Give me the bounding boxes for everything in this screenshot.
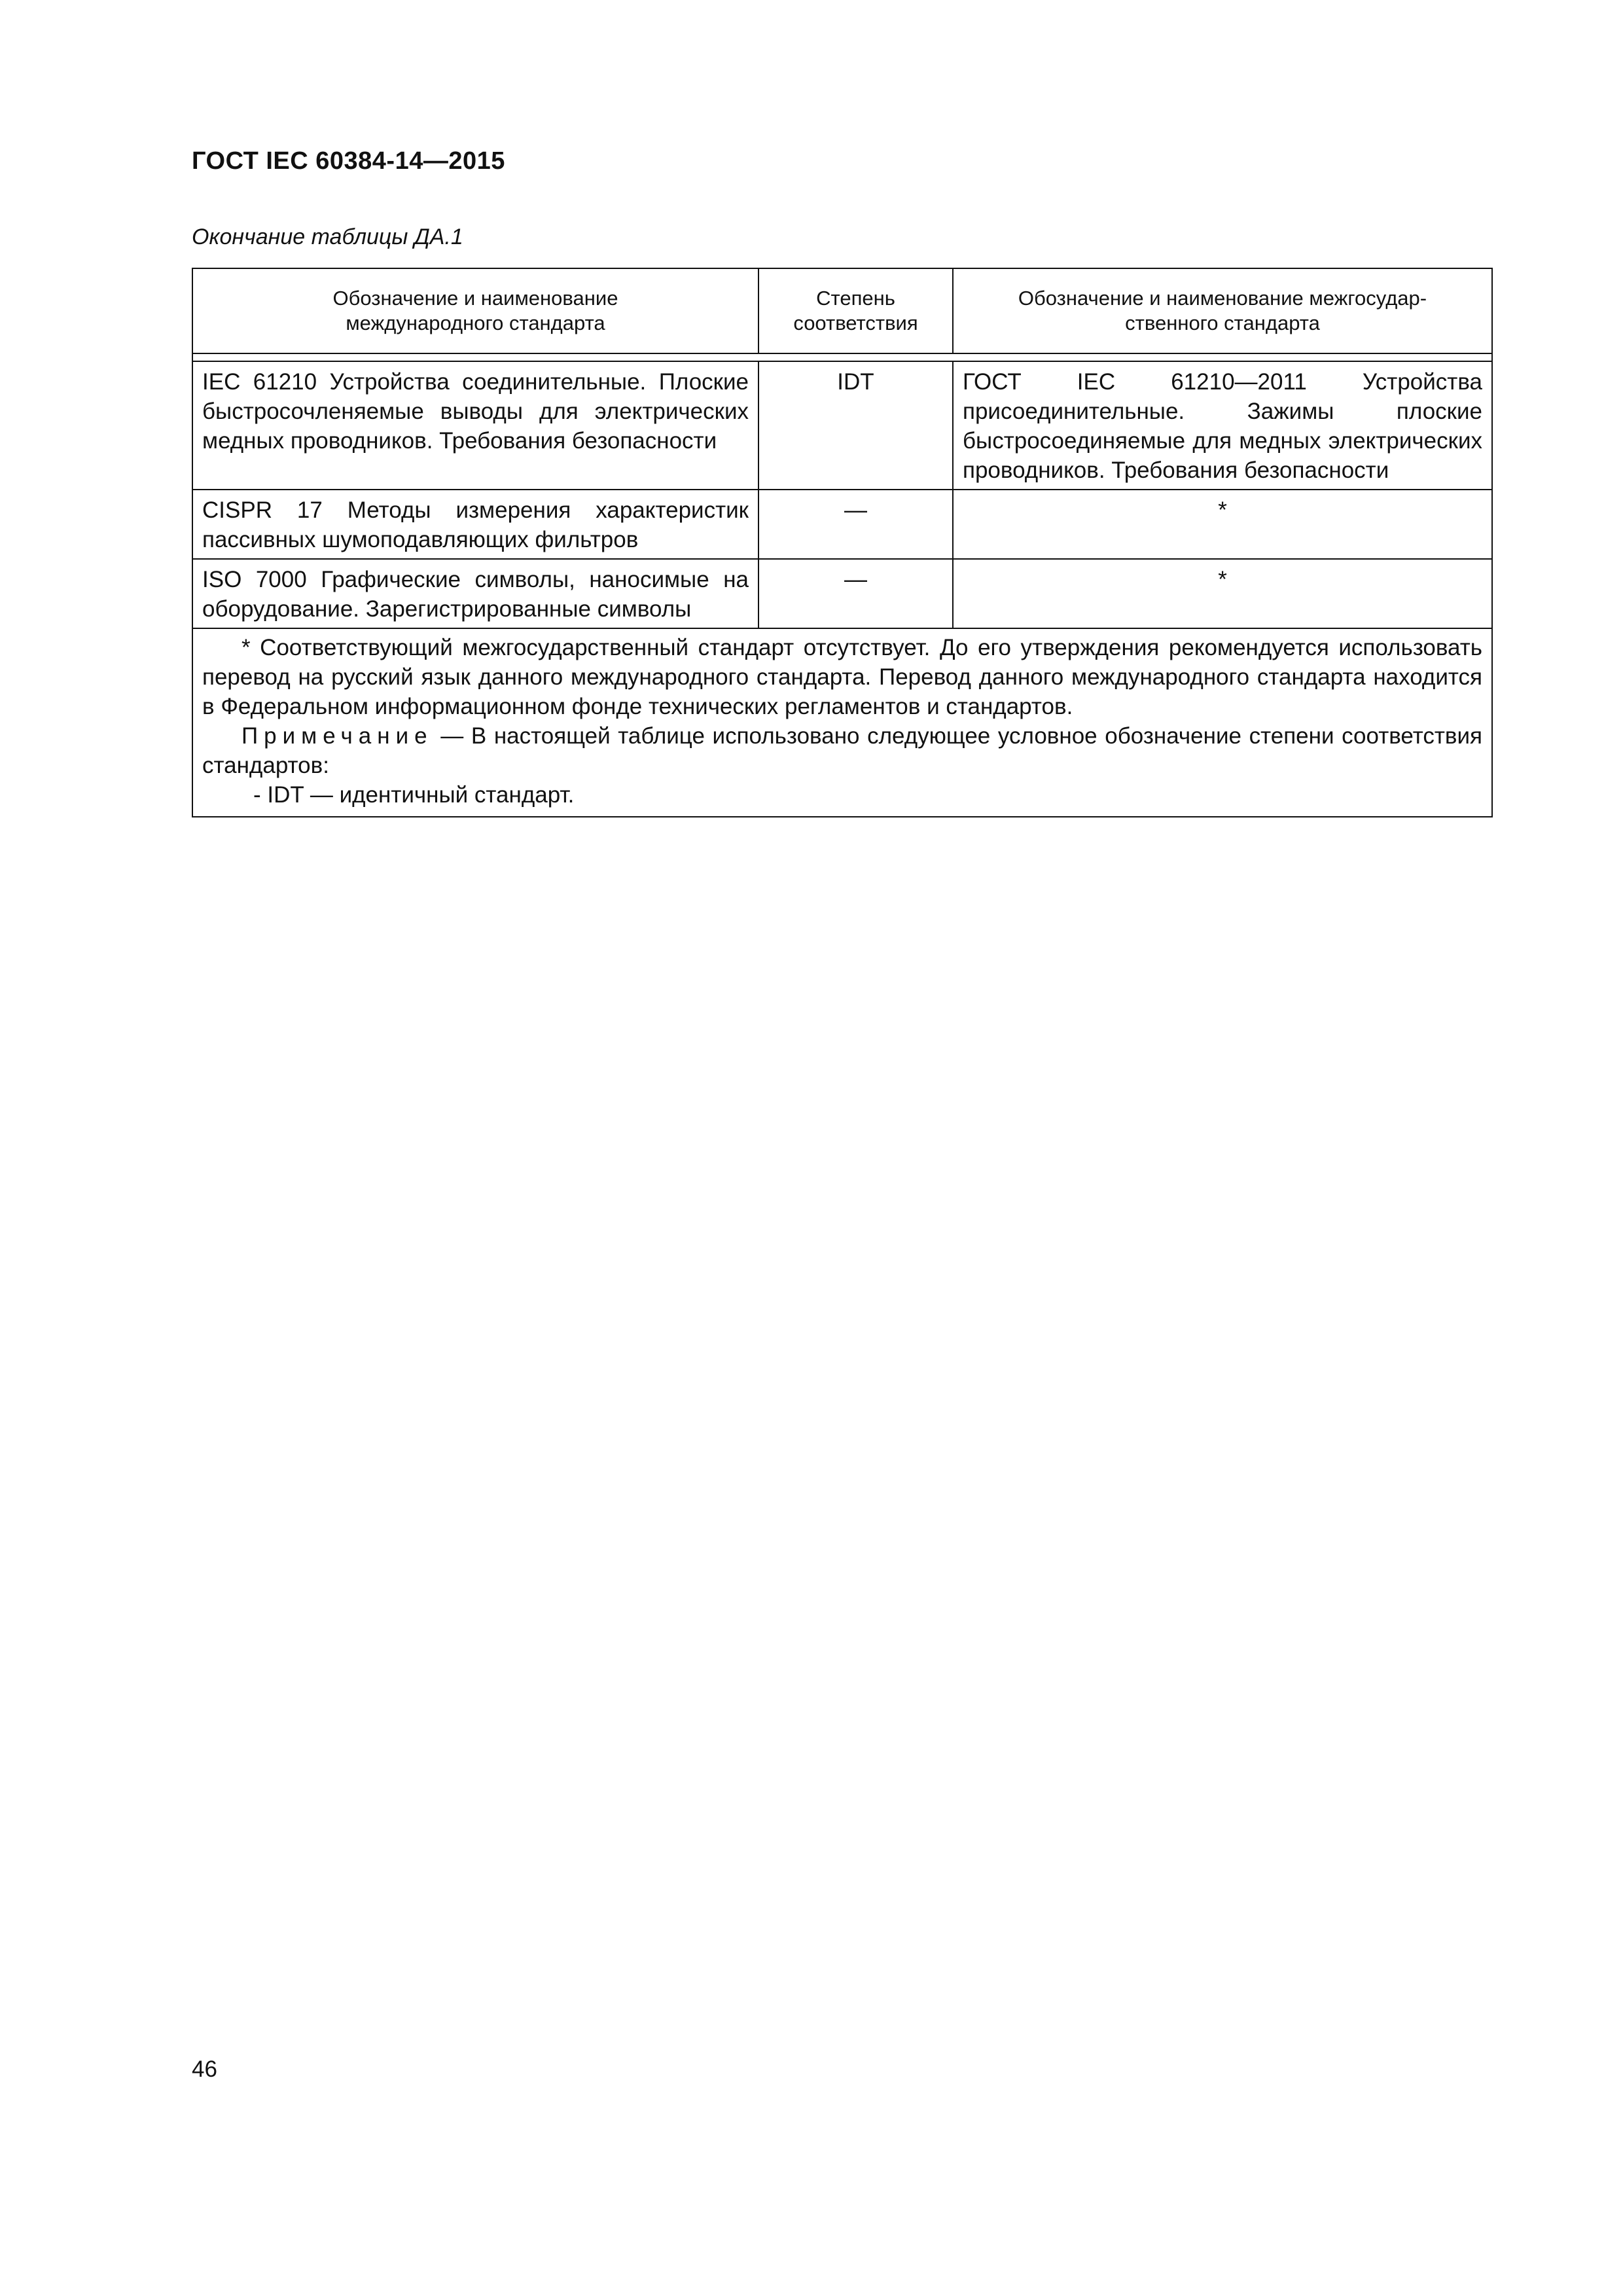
interstate-standard-cell: ГОСТ IEC 61210—2011 Устройства присоединительные. Зажимы плоские быстросоединяемые для медных электрических проводников. Требования безопасности bbox=[953, 361, 1492, 490]
degree-cell: IDT bbox=[758, 361, 953, 490]
table-row bbox=[192, 361, 1492, 490]
table-footnote-row bbox=[192, 628, 1492, 817]
international-standard-cell: IEC 61210 Устройства соединительные. Плоские быстросочленяемые выводы для электрических медных проводников. Требования безопасности bbox=[192, 361, 758, 490]
page-number: 46 bbox=[192, 2056, 217, 2082]
note-label: Примечание bbox=[241, 723, 433, 749]
degree-cell: — bbox=[758, 559, 953, 628]
interstate-standard-cell: * bbox=[953, 559, 1492, 628]
idt-definition: - IDT — идентичный стандарт. bbox=[253, 782, 575, 808]
table-row bbox=[192, 559, 1492, 628]
table-caption: Окончание таблицы ДА.1 bbox=[192, 224, 463, 249]
header-separator bbox=[192, 353, 1492, 361]
international-standard-cell: CISPR 17 Методы измерения характеристик пассивных шумоподавляющих фильтров bbox=[192, 490, 758, 559]
note-paragraph bbox=[202, 721, 1482, 780]
column-header-international: Обозначение и наименование международного стандарта bbox=[192, 268, 758, 353]
degree-cell: — bbox=[758, 490, 953, 559]
column-header-interstate: Обозначение и наименование межгосудар- ственного стандарта bbox=[953, 268, 1492, 353]
document-header: ГОСТ IEC 60384-14—2015 bbox=[192, 147, 505, 175]
interstate-standard-cell: * bbox=[953, 490, 1492, 559]
international-standard-cell: ISO 7000 Графические символы, наносимые на оборудование. Зарегистрированные символы bbox=[192, 559, 758, 628]
table-header-row bbox=[192, 268, 1492, 353]
note-text: — В настоящей таблице использовано следующее условное обозначение степени соответствия стандартов: bbox=[202, 723, 1482, 778]
table-row bbox=[192, 490, 1492, 559]
table-footnote bbox=[192, 628, 1492, 817]
column-header-degree: Степень соответствия bbox=[758, 268, 953, 353]
standards-table bbox=[192, 268, 1491, 817]
footnote-text: * Соответствующий межгосударственный стандарт отсутствует. До его утверждения рекомендуется использовать перевод на русский язык данного международного стандарта. Перевод данного международного стандарта находится в Федеральном информационном фонде технических регламентов и стандартов. bbox=[202, 635, 1482, 719]
